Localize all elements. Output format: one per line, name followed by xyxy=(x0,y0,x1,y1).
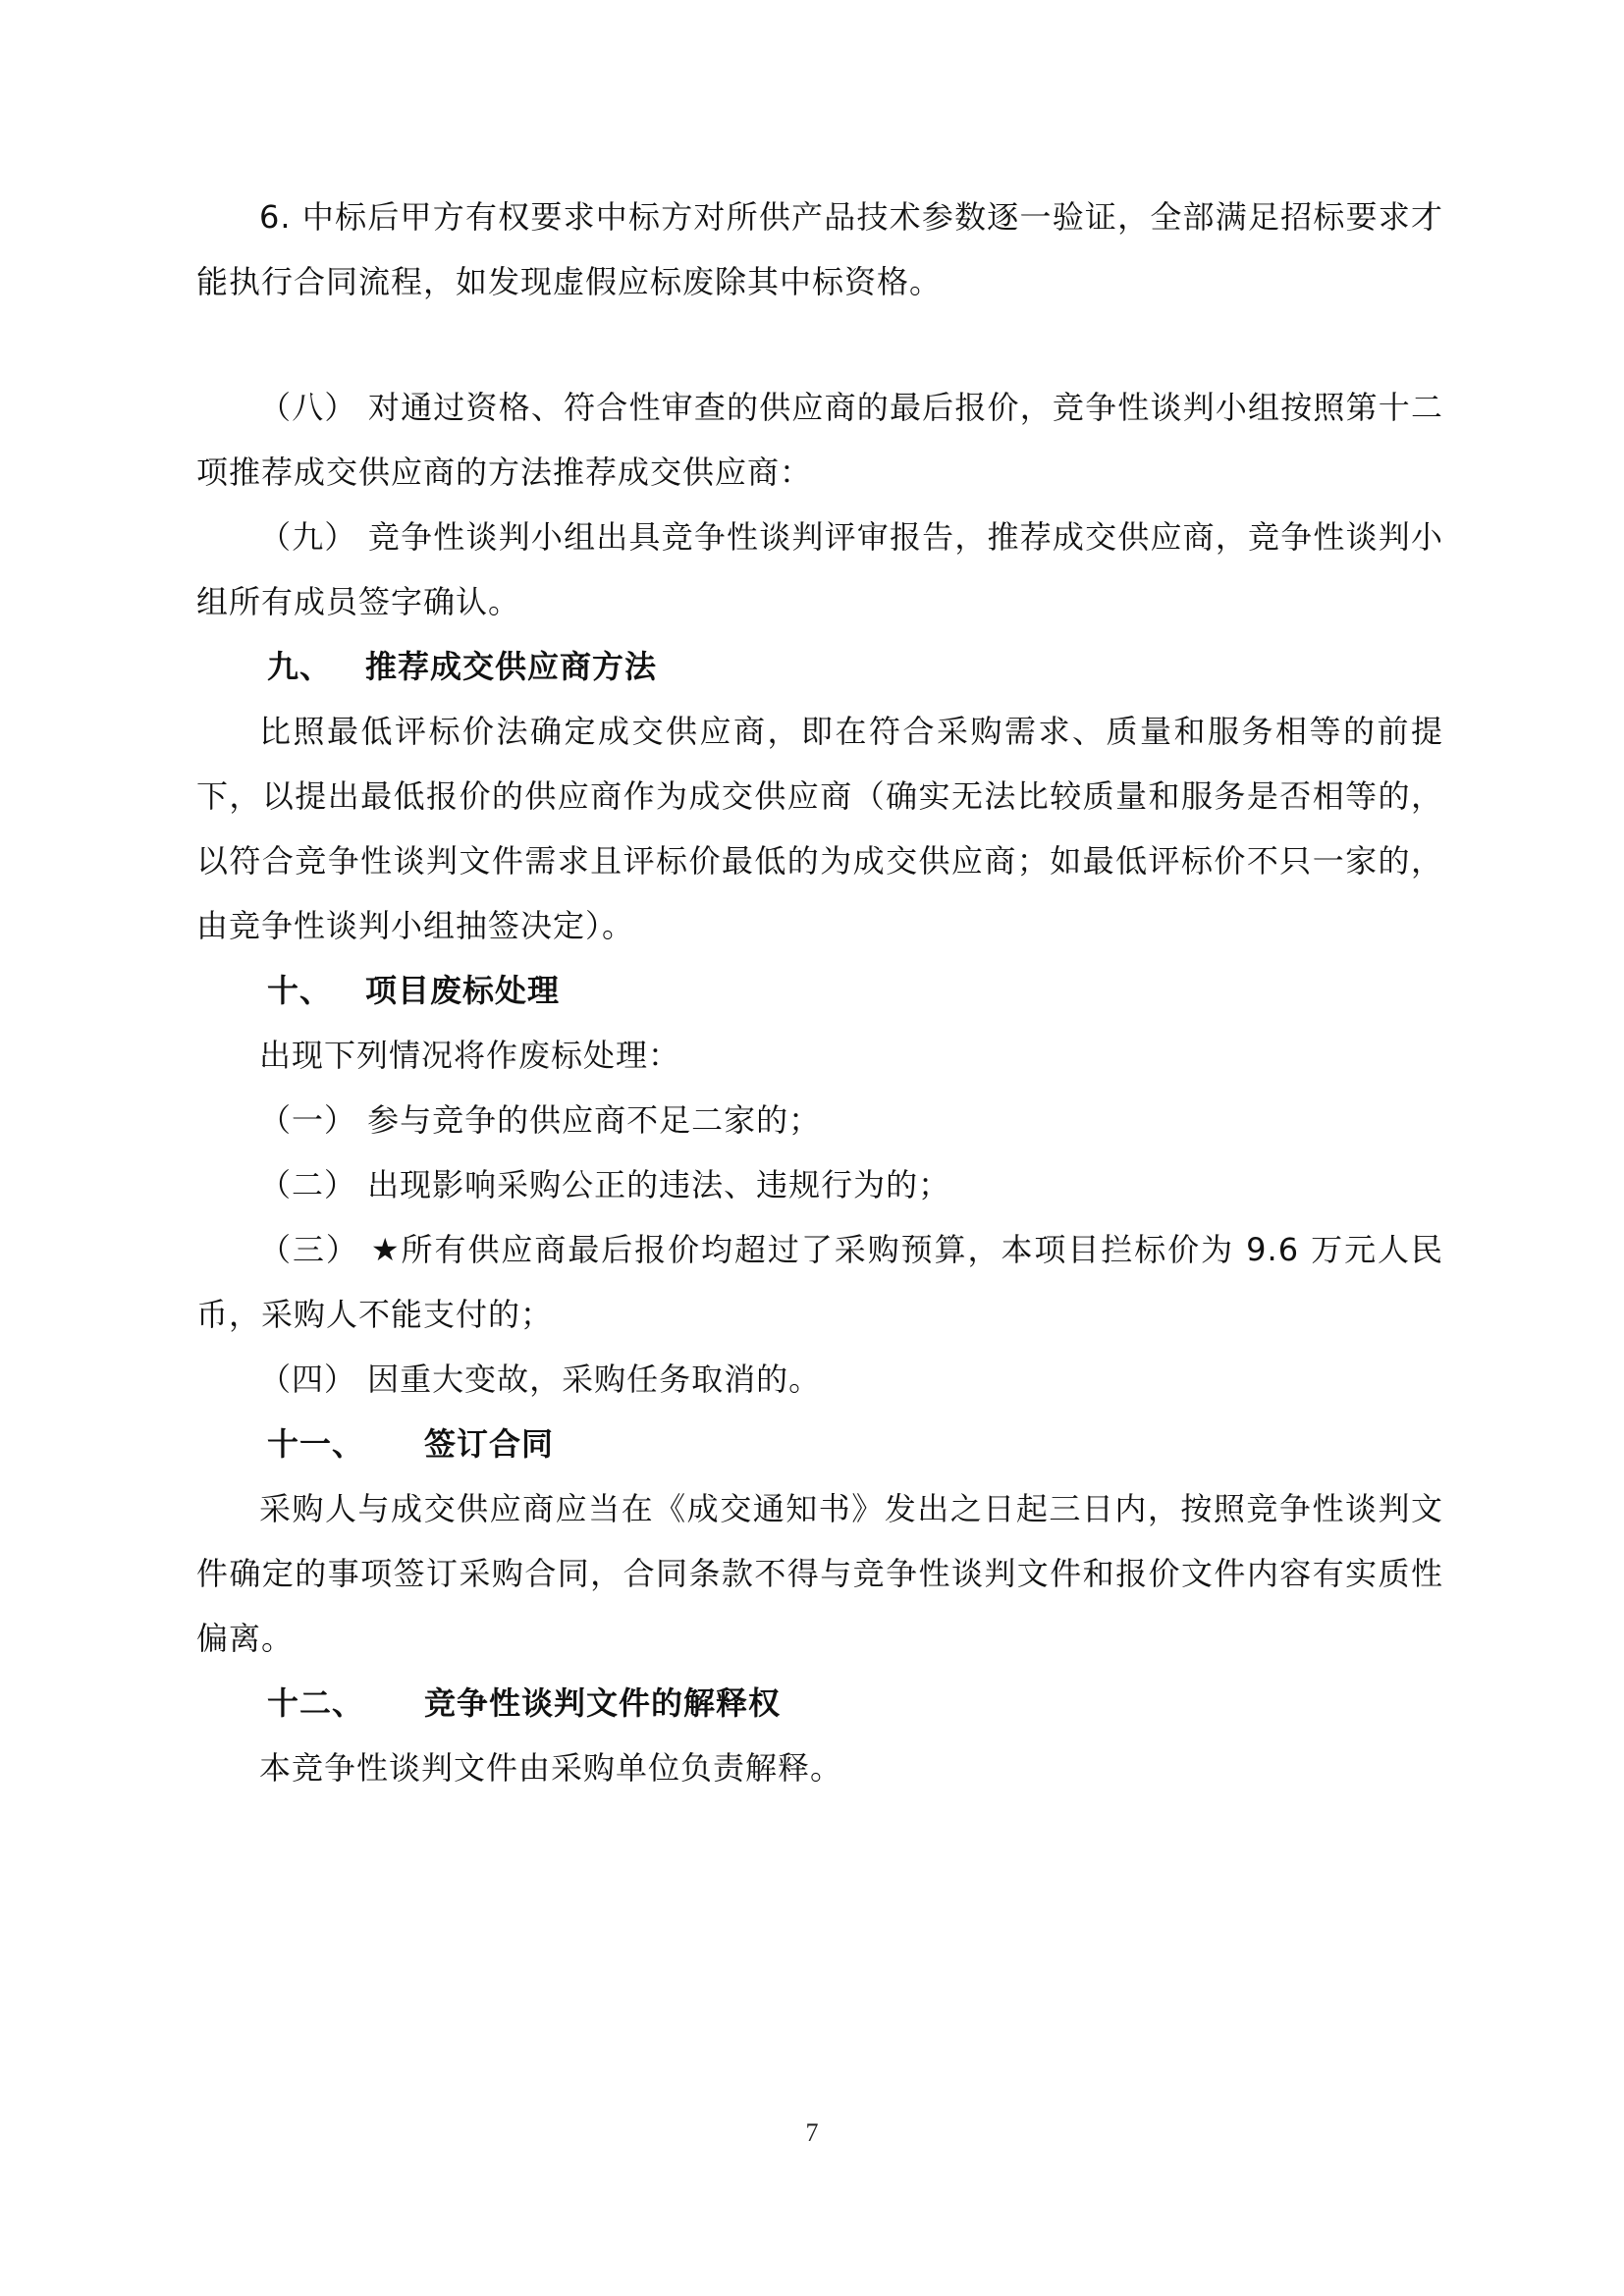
section-9-heading xyxy=(196,634,1443,699)
page-number: 7 xyxy=(805,2118,819,2147)
section-10-title: 项目废标处理 xyxy=(365,972,561,1009)
section-12-body: 本竞争性谈判文件由采购单位负责解释。 xyxy=(259,1749,843,1787)
section-11-title: 签订合同 xyxy=(424,1425,555,1463)
section-11-body: 采购人与成交供应商应当在《成交通知书》发出之日起三日内，按照竞争性谈判文件确定的事项签订采购合同，合同条款不得与竞争性谈判文件和报价文件内容有实质性偏离。 xyxy=(196,1490,1443,1657)
section-10-item-3: （三） ★所有供应商最后报价均超过了采购预算，本项目拦标价为 9.6 万元人民币，采购人不能支付的； xyxy=(196,1231,1443,1333)
step-8-paragraph: （八） 对通过资格、符合性审查的供应商的最后报价，竞争性谈判小组按照第十二项推荐成交供应商的方法推荐成交供应商： xyxy=(196,389,1443,491)
section-10-intro: 出现下列情况将作废标处理： xyxy=(259,1037,681,1074)
section-11-heading xyxy=(196,1412,1443,1476)
section-10-number: 十、 xyxy=(267,972,333,1009)
section-9-title: 推荐成交供应商方法 xyxy=(365,648,658,685)
section-10-heading xyxy=(196,958,1443,1023)
item-6-paragraph: 6. 中标后甲方有权要求中标方对所供产品技术参数逐一验证，全部满足招标要求才能执行合同流程，如发现虚假应标废除其中标资格。 xyxy=(196,198,1443,300)
document-body xyxy=(196,185,1443,1800)
paragraph-spacer xyxy=(196,314,1443,375)
section-10-item-2: （二） 出现影响采购公正的违法、违规行为的； xyxy=(259,1166,951,1203)
section-9-number: 九、 xyxy=(267,648,333,685)
section-12-title: 竞争性谈判文件的解释权 xyxy=(424,1684,782,1722)
section-12-heading xyxy=(196,1671,1443,1735)
section-10-item-4: （四） 因重大变故，采购任务取消的。 xyxy=(259,1361,822,1398)
section-11-number: 十一、 xyxy=(267,1425,365,1463)
step-9-paragraph: （九） 竞争性谈判小组出具竞争性谈判评审报告，推荐成交供应商，竞争性谈判小组所有成员签字确认。 xyxy=(196,518,1443,620)
section-9-body: 比照最低评标价法确定成交供应商，即在符合采购需求、质量和服务相等的前提下，以提出最低报价的供应商作为成交供应商（确实无法比较质量和服务是否相等的，以符合竞争性谈判文件需求且评标价最低的为成交供应商；如最低评标价不只一家的，由竞争性谈判小组抽签决定）。 xyxy=(196,713,1443,944)
section-10-item-1: （一） 参与竞争的供应商不足二家的； xyxy=(259,1101,822,1139)
section-12-number: 十二、 xyxy=(267,1684,365,1722)
